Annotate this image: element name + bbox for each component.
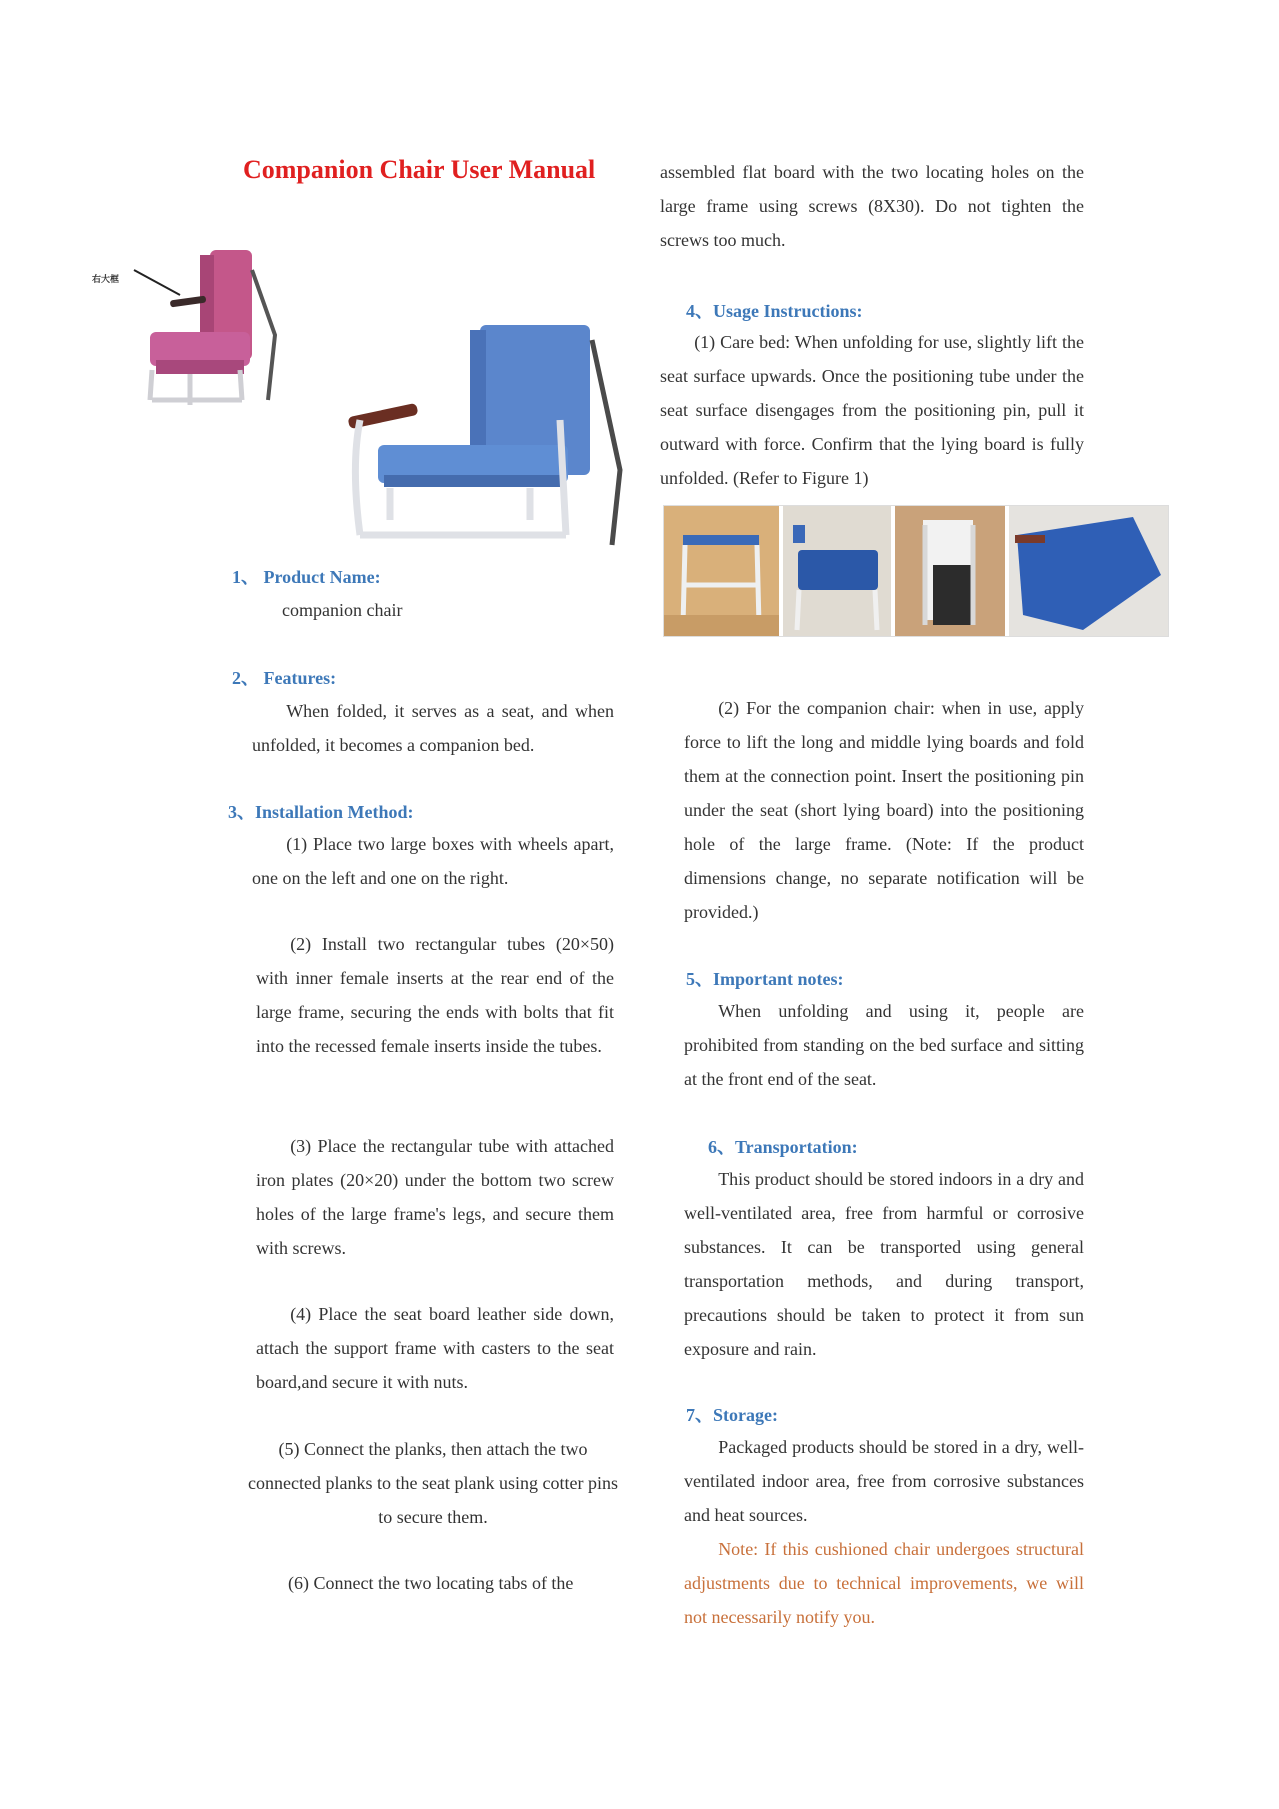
unfolding-steps-photos [663, 505, 1169, 637]
usage-care-bed-text: (1) Care bed: When unfolding for use, slightly lift the seat surface upwards. Once the positioning tube under the seat surface disengages from the positioning pin, pull it outward with force. Confirm that the lying board is fully unfolded. (Refer to Figure 1) [660, 332, 1084, 488]
install-step-5: (5) Connect the planks, then attach the two connected planks to the seat plank using cotter pins to secure them. [248, 1439, 618, 1527]
blue-chair-image [330, 320, 650, 560]
usage-companion-chair-text: (2) For the companion chair: when in use, apply force to lift the long and middle lying boards and fold them at the connection point. Insert the positioning pin under the seat (short lying board) into the positioning hole of the large frame. (Note: If the product dimensions change, no separate notification will be provided.) [684, 698, 1084, 922]
features-text: When folded, it serves as a seat, and when unfolded, it becomes a companion bed. [252, 701, 614, 755]
storage-text: Packaged products should be stored in a dry, well-ventilated indoor area, free from corrosive substances and heat sources. [684, 1437, 1084, 1525]
section-5-heading: 5、Important notes: [686, 969, 844, 989]
section-2-heading: 2、 Features: [232, 668, 337, 688]
section-3-heading: 3、Installation Method: [228, 802, 414, 822]
section-4-heading: 4、Usage Instructions: [686, 301, 863, 321]
important-notes-text: When unfolding and using it, people are prohibited from standing on the bed surface and sitting at the front end of the seat. [684, 1001, 1084, 1089]
section-1-heading: 1、 Product Name: [232, 567, 381, 587]
section-7-heading: 7、Storage: [686, 1405, 778, 1425]
product-photos [90, 240, 650, 560]
page-title: Companion Chair User Manual [243, 155, 596, 184]
pink-chair-image [90, 240, 350, 410]
install-step-6-continued: assembled flat board with the two locating holes on the large frame using screws (8X30). Do not tighten the screws too much. [660, 162, 1084, 250]
figure-label: 右大框 [92, 275, 120, 285]
transportation-text: This product should be stored indoors in a dry and well-ventilated area, free from harmful or corrosive substances. It can be transported using general transportation methods, and during transport, precautions should be taken to protect it from sun exposure and rain. [684, 1169, 1084, 1359]
install-step-1: (1) Place two large boxes with wheels apart, one on the left and one on the right. [252, 834, 614, 888]
install-step-4: (4) Place the seat board leather side down, attach the support frame with casters to the seat board,and secure it with nuts. [256, 1304, 614, 1392]
storage-note: Note: If this cushioned chair undergoes structural adjustments due to technical improvements, we will not necessarily notify you. [684, 1539, 1084, 1627]
product-name-text: companion chair [282, 600, 403, 620]
install-step-3: (3) Place the rectangular tube with attached iron plates (20×20) under the bottom two screw holes of the large frame's legs, and secure them with screws. [256, 1136, 614, 1258]
section-6-heading: 6、Transportation: [708, 1137, 858, 1157]
install-step-2: (2) Install two rectangular tubes (20×50) with inner female inserts at the rear end of the large frame, securing the ends with bolts that fit into the recessed female inserts inside the tubes. [256, 934, 614, 1056]
figure-1-photo-strip [663, 505, 1169, 637]
install-step-6: (6) Connect the two locating tabs of the [288, 1573, 574, 1593]
